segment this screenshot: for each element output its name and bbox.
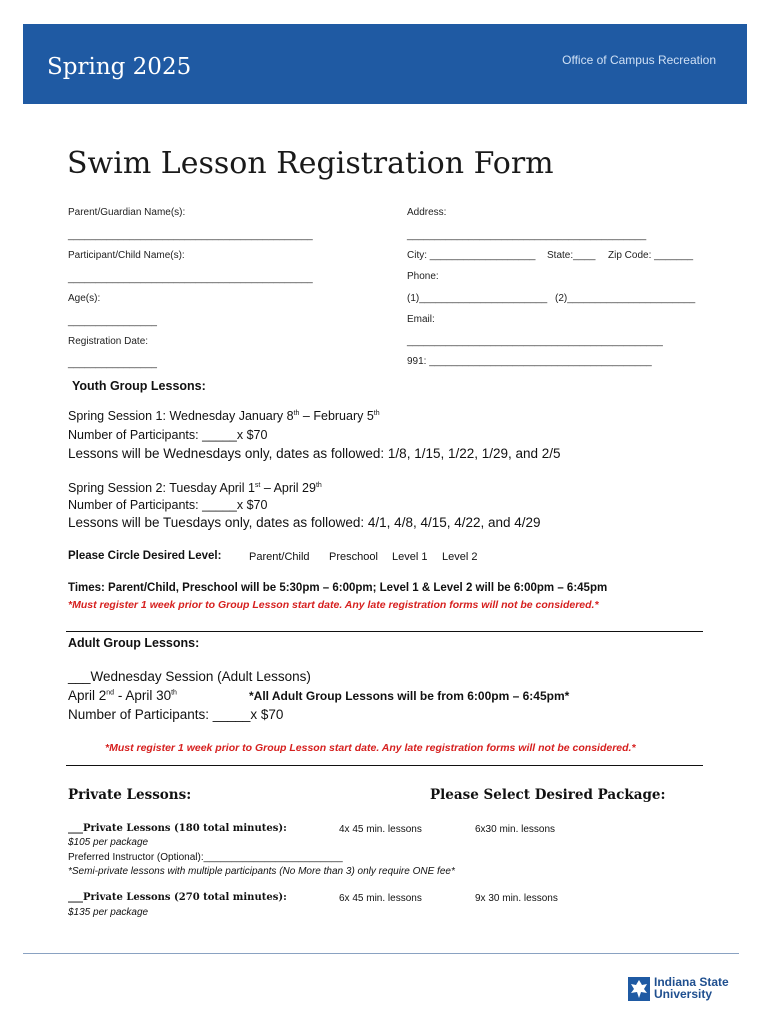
registration-date-label: Registration Date: [68,336,149,347]
level-label: Please Circle Desired Level: [68,550,222,562]
logo-wordmark [654,976,729,1000]
header-banner [23,24,747,104]
sup: th [373,409,380,417]
youth-times: Times: Parent/Child, Preschool will be 5:30pm – 6:00pm; Level 1 & Level 2 will be 6:00pm – 6:45pm [68,582,608,594]
adult-warning: *Must register 1 week prior to Group Lesson start date. Any late registration forms will not be considered.* [105,742,636,754]
sup: th [293,409,300,417]
sup: th [171,689,177,697]
guardian-label: Parent/Guardian Name(s): [68,207,186,218]
logo-line-2: University [654,987,713,1001]
private-180-package-1[interactable]: 4x 45 min. lessons [339,824,422,835]
participant-field[interactable]: ____________________________________________ [68,273,313,284]
private-180-package-2[interactable]: 6x30 min. lessons [475,824,556,835]
office-name: Office of Campus Recreation [562,53,716,67]
age-field[interactable]: ________________ [68,316,157,327]
level-option-level-1[interactable]: Level 1 [392,551,428,563]
private-180-price: $105 per package [68,837,149,848]
email-label: Email: [407,314,435,325]
participant-label: Participant/Child Name(s): [68,250,185,261]
adult-heading: Adult Group Lessons: [68,636,200,650]
package-heading: Please Select Desired Package: [430,787,666,803]
adult-time-note: *All Adult Group Lessons will be from 6:00pm – 6:45pm* [249,689,570,703]
zip-field[interactable]: Zip Code: _______ [608,250,694,261]
youth-session-2-text: Spring Session 2: Tuesday April 1 [68,481,255,495]
adult-session[interactable]: ___Wednesday Session (Adult Lessons) [68,669,311,684]
age-label: Age(s): [68,293,101,304]
logo-line-1: Indiana State [654,975,729,989]
private-270-option[interactable]: ___Private Lessons (270 total minutes): [68,892,287,903]
sycamore-leaf-icon [628,977,650,1001]
preferred-instructor-field[interactable]: Preferred Instructor (Optional):_________________________ [68,852,343,863]
youth-session-1-end: – February 5 [299,409,374,423]
youth-session-2-participants[interactable]: Number of Participants: _____x $70 [68,498,268,512]
phone-1-field[interactable]: (1)_______________________ [407,293,548,304]
private-270-package-1[interactable]: 6x 45 min. lessons [339,893,422,904]
state-field[interactable]: State:____ [547,250,596,261]
youth-session-1-text: Spring Session 1: Wednesday January 8 [68,409,294,423]
youth-session-1 [68,409,380,423]
phone-label: Phone: [407,271,439,282]
youth-session-1-participants[interactable]: Number of Participants: _____x $70 [68,428,268,442]
section-divider [66,631,703,632]
address-field[interactable]: ___________________________________________ [407,230,647,241]
level-option-preschool[interactable]: Preschool [329,551,378,563]
youth-session-2-dates: Lessons will be Tuesdays only, dates as followed: 4/1, 4/8, 4/15, 4/22, and 4/29 [68,515,541,530]
footer-divider [23,953,739,954]
email-field[interactable]: ______________________________________________ [407,336,663,347]
address-label: Address: [407,207,447,218]
sup: th [315,481,322,489]
sup: st [254,481,261,489]
adult-dates-end: - April 30 [114,688,172,703]
youth-session-1-dates: Lessons will be Wednesdays only, dates as followed: 1/8, 1/15, 1/22, 1/29, and 2/5 [68,446,561,461]
level-option-parent-child[interactable]: Parent/Child [249,551,310,563]
phone-2-field[interactable]: (2)_______________________ [555,293,696,304]
semi-private-note: *Semi-private lessons with multiple participants (No More than 3) only require ONE fee* [68,866,455,877]
city-field[interactable]: City: ___________________ [407,250,536,261]
youth-session-2-end: – April 29 [260,481,316,495]
private-heading: Private Lessons: [68,787,192,803]
level-option-level-2[interactable]: Level 2 [442,551,478,563]
adult-dates-start: April 2 [68,688,107,703]
season-title: Spring 2025 [47,54,192,80]
student-id-field[interactable]: 991: ________________________________________ [407,356,652,367]
private-180-option[interactable]: ___Private Lessons (180 total minutes): [68,823,287,834]
sup: nd [106,689,115,697]
adult-participants[interactable]: Number of Participants: _____x $70 [68,707,284,722]
adult-dates [68,688,177,703]
youth-heading: Youth Group Lessons: [72,379,206,393]
youth-session-2 [68,481,322,495]
university-logo [628,975,738,1005]
private-270-package-2[interactable]: 9x 30 min. lessons [475,893,558,904]
form-title: Swim Lesson Registration Form [67,146,554,181]
registration-date-field[interactable]: ________________ [68,358,157,369]
youth-warning: *Must register 1 week prior to Group Lesson start date. Any late registration forms will not be considered.* [68,599,599,611]
section-divider [66,765,703,766]
private-270-price: $135 per package [68,907,149,918]
guardian-field[interactable]: ____________________________________________ [68,230,313,241]
